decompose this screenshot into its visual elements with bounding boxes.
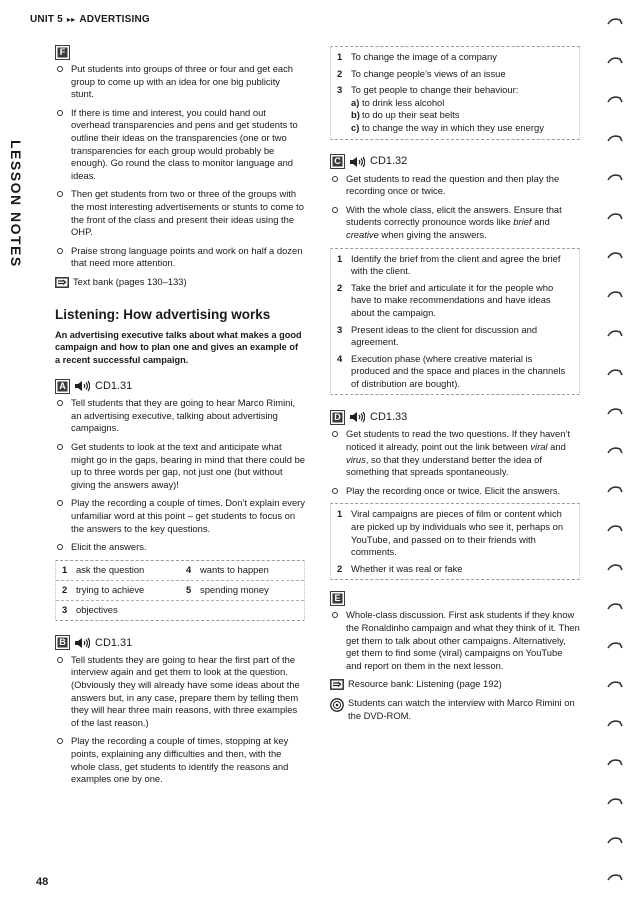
answer-text: Viral campaigns are pieces of film or content which are picked up by individuals who see it, perhaps on YouTube, and passed on to their friends with comments. (351, 508, 564, 558)
list-item: Play the recording once or twice. Elicit the answers. (330, 485, 580, 498)
unit-header (30, 14, 150, 27)
table-row (56, 581, 304, 601)
list-item (337, 508, 573, 558)
answer-number: 2 (62, 584, 68, 596)
answer-text: wants to happen (200, 564, 269, 576)
list-item (337, 68, 573, 81)
section-a-head (55, 378, 305, 394)
answer-number: 4 (186, 564, 192, 576)
list-item: Play the recording a couple of times. Don’t explain every unfamiliar word at this point – get students to focus on the answers to the key questions. (55, 497, 305, 535)
edge-tab-icon (606, 55, 624, 65)
right-column (330, 44, 580, 728)
answer-number: 1 (62, 564, 68, 576)
section-a-badge: A (55, 379, 70, 394)
cd-track-label: CD1.31 (95, 379, 133, 392)
section-f-head (55, 44, 305, 60)
cd-track-label: CD1.31 (95, 636, 133, 649)
list-item: With the whole class, elicit the answers. Ensure that students correctly pronounce words like brief and creative when giving the answers. (330, 204, 580, 242)
answer-number: 1 (337, 508, 343, 520)
section-f-badge: F (55, 45, 70, 60)
section-e-bullets (330, 609, 580, 672)
edge-tab-icon (606, 328, 624, 338)
answer-number: 2 (337, 67, 343, 79)
left-column (55, 44, 305, 792)
audio-speaker-icon (74, 637, 90, 649)
answer-number: 4 (337, 352, 343, 364)
table-row (56, 601, 304, 620)
list-item: Get students to read the two questions. If they haven’t noticed it already, point out the link between viral and virus, so that they understand better the idea of something that spreads spontaneously. (330, 428, 580, 478)
answer-number: 2 (337, 281, 343, 293)
edge-tab-icon (606, 562, 624, 572)
list-item: Praise strong language points and work on half a dozen that need more attention. (55, 245, 305, 270)
edge-tab-icon (606, 872, 624, 882)
unit-label: UNIT 5 (30, 14, 63, 25)
answer-text: spending money (200, 584, 269, 596)
listening-intro: An advertising executive talks about what makes a good campaign and how to plan one and gives an example of a recent successful campaign. (55, 329, 302, 365)
edge-tab-icon (606, 94, 624, 104)
header-arrows: ▸▸ (66, 15, 76, 24)
answer-text: Present ideas to the client for discussion and agreement. (351, 323, 538, 348)
edge-tab-icon (606, 640, 624, 650)
section-b-answer-key (330, 46, 580, 140)
audio-speaker-icon (349, 156, 365, 168)
section-c-badge: C (330, 154, 345, 169)
edge-tab-icon (606, 289, 624, 299)
edge-tab-icon (606, 250, 624, 260)
resource-bank-link (330, 678, 580, 691)
list-item: Get students to read the question and then play the recording once or twice. (330, 173, 580, 198)
answer-text: Identify the brief from the client and agree the brief with the client. (351, 252, 561, 277)
section-b-bullets (55, 654, 305, 786)
resource-bank-icon (330, 679, 344, 690)
edge-tab-icon (606, 757, 624, 767)
list-item: Tell students that they are going to hear Marco Rimini, an advertising executive, talking about advertising campaigns. (55, 397, 305, 435)
answer-number: 1 (337, 51, 343, 62)
answer-number: 1 (337, 252, 343, 264)
page-number: 48 (36, 876, 49, 888)
list-item (337, 353, 573, 391)
list-item: Whole-class discussion. First ask students if they know the Ronaldinho campaign and what they think of it. Then get them to talk about other campaigns. Alternatively, get them to find some (viral) campaigns on YouTube and report on them in the next lesson. (330, 609, 580, 672)
edge-tab-icon (606, 679, 624, 689)
edge-tab-icon (606, 133, 624, 143)
list-item (337, 282, 573, 320)
answer-number: 3 (62, 604, 68, 616)
edge-tab-icon (606, 601, 624, 611)
edge-tab-icon (606, 796, 624, 806)
sub-answer: c) to change the way in which they use energy (351, 121, 544, 133)
answer-number: 3 (337, 323, 343, 335)
cd-track-label: CD1.32 (370, 155, 408, 168)
lesson-notes-label: LESSON NOTES (8, 140, 24, 268)
section-e-head (330, 590, 580, 606)
edge-tab-icon (606, 484, 624, 494)
answer-number: 3 (337, 84, 343, 96)
section-c-head (330, 154, 580, 170)
list-item (337, 84, 573, 134)
answer-text: Whether it was real or fake (351, 562, 463, 574)
resource-bank-icon (55, 277, 69, 288)
answer-text: trying to achieve (76, 584, 145, 596)
list-item: Elicit the answers. (55, 541, 305, 554)
list-item: Play the recording a couple of times, stopping at key points, explaining any difficulties and then, with the whole class, get students to identify the reasons and examples one by one. (55, 735, 305, 785)
list-item: Get students to look at the text and anticipate what might go in the gaps, bearing in mind that there could be up to three words per gap, not just one (but without giving the answers away)! (55, 441, 305, 491)
list-item: Tell students they are going to hear the first part of the interview again and get them to look at the question. (Obviously they will already have some ideas about the answers but, in any case, prepare them by telling them they will hear three main reasons, with three examples of the last reason.) (55, 654, 305, 730)
edge-tab-icon (606, 16, 624, 26)
answer-number: 5 (186, 584, 192, 596)
list-item (337, 563, 573, 576)
section-d-head (330, 409, 580, 425)
audio-speaker-icon (74, 380, 90, 392)
section-a-answer-key (55, 560, 305, 621)
dvd-disc-icon (330, 698, 344, 712)
audio-speaker-icon (349, 411, 365, 423)
edge-tab-icon (606, 835, 624, 845)
table-row (56, 561, 304, 581)
section-c-bullets (330, 173, 580, 242)
list-item: Put students into groups of three or four and get each group to come up with an idea for one big publicity stunt. (55, 63, 305, 101)
answer-text: ask the question (76, 564, 145, 576)
dvd-note-text: Students can watch the interview with Marco Rimini on the DVD-ROM. (348, 696, 575, 721)
answer-text: Take the brief and articulate it for the people who have to make recommendations and have ideas about the campaign. (351, 281, 554, 318)
section-d-badge: D (330, 410, 345, 425)
edge-tab-icon (606, 718, 624, 728)
section-c-answer-key (330, 248, 580, 396)
edge-tab-icon (606, 445, 624, 455)
answer-text: To get people to change their behaviour: (351, 84, 519, 96)
resource-label: Resource bank: Listening (page 192) (348, 678, 502, 690)
edge-tab-icon (606, 211, 624, 221)
section-d-answer-key (330, 503, 580, 580)
edge-tab-icon (606, 406, 624, 416)
listening-title: Listening: How advertising works (55, 306, 271, 322)
list-item (337, 253, 573, 278)
list-item (337, 51, 573, 64)
section-d-bullets (330, 428, 580, 497)
sub-answer: a) to drink less alcohol (351, 96, 445, 108)
dvd-rom-note (330, 697, 580, 722)
section-b-badge: B (55, 635, 70, 650)
answer-number: 2 (337, 562, 343, 574)
section-b-head (55, 635, 305, 651)
text-bank-resource (55, 276, 305, 289)
edge-tab-icon (606, 172, 624, 182)
list-item: If there is time and interest, you could hand out overhead transparencies and pens and get students to outline their ideas on the transparencies (one or two transparencies for each group would probably be enough). Go round the class to monitor language and ideas. (55, 107, 305, 183)
answer-text: To change the image of a company (351, 51, 497, 62)
section-e-badge: E (330, 591, 345, 606)
answer-text: Execution phase (where creative material is produced and the space and places in the channels of distribution are bought). (351, 352, 566, 389)
resource-label: Text bank (pages 130–133) (73, 275, 187, 287)
edge-tab-icon (606, 523, 624, 533)
edge-tab-icon (606, 367, 624, 377)
answer-text: To change people’s views of an issue (351, 67, 506, 79)
sub-answer: b) to do up their seat belts (351, 109, 460, 121)
section-f-bullets (55, 63, 305, 270)
section-a-bullets (55, 397, 305, 554)
cd-track-label: CD1.33 (370, 411, 408, 424)
answer-text: objectives (76, 604, 118, 616)
list-item (337, 324, 573, 349)
list-item: Then get students from two or three of the groups with the most interesting advertisements or stunts to come to the front of the class and present their ideas using the OHP. (55, 188, 305, 238)
unit-title: ADVERTISING (79, 14, 150, 25)
